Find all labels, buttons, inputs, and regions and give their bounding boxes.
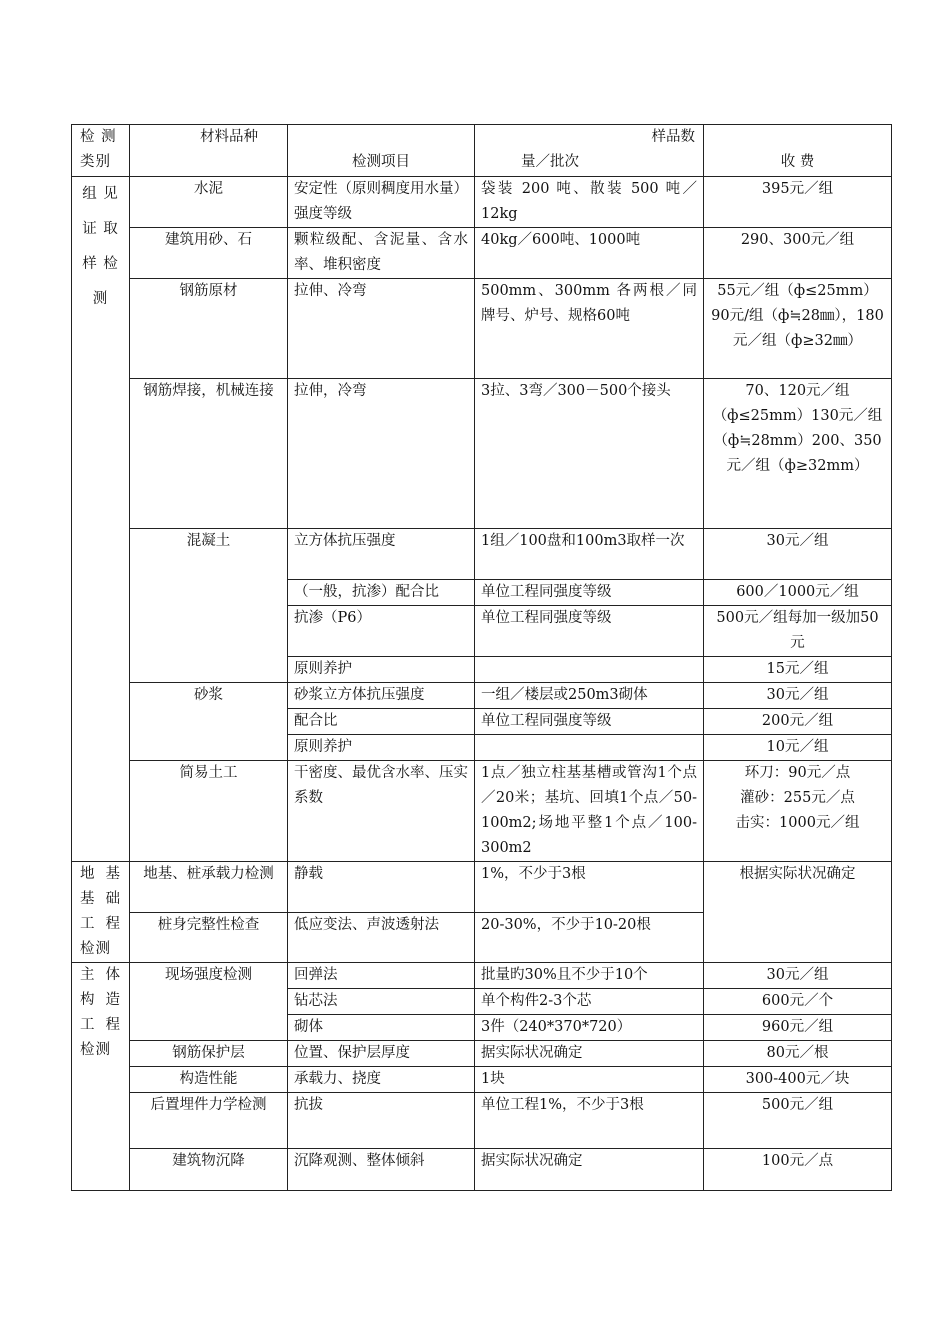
fee-cell: 500元／组每加一级加50元 xyxy=(704,606,892,657)
sample-cell: 单个构件2-3个芯 xyxy=(475,989,704,1015)
item-cell: 安定性（原则稠度用水量）强度等级 xyxy=(288,177,475,228)
table-row xyxy=(72,228,892,279)
table-row xyxy=(72,1041,892,1067)
fee-cell: 30元／组 xyxy=(704,529,892,580)
sample-cell: 据实际状况确定 xyxy=(475,1041,704,1067)
table-row xyxy=(72,279,892,379)
item-cell: 原则养护 xyxy=(288,735,475,761)
fee-cell: 500元／组 xyxy=(704,1093,892,1149)
sample-cell: 据实际状况确定 xyxy=(475,1149,704,1191)
material-cell: 混凝土 xyxy=(130,529,288,683)
header-item: 检测项目 xyxy=(288,125,475,177)
table-row xyxy=(72,1067,892,1093)
item-cell: 颗粒级配、含泥量、含水率、堆积密度 xyxy=(288,228,475,279)
table-row xyxy=(72,761,892,862)
material-cell: 简易土工 xyxy=(130,761,288,862)
table-row xyxy=(72,529,892,580)
sample-cell: 单位工程同强度等级 xyxy=(475,709,704,735)
item-cell: 原则养护 xyxy=(288,657,475,683)
item-cell: 干密度、最优含水率、压实系数 xyxy=(288,761,475,862)
material-cell: 钢筋原材 xyxy=(130,279,288,379)
sample-cell: 1%，不少于3根 xyxy=(475,862,704,913)
section-category: 主 体 构 造 工 程 检测 xyxy=(72,963,130,1191)
material-cell: 地基、桩承载力检测 xyxy=(130,862,288,913)
fee-cell: 600／1000元／组 xyxy=(704,580,892,606)
material-cell: 砂浆 xyxy=(130,683,288,761)
section-category: 组 见证 取样 检测 xyxy=(72,177,130,862)
item-cell: 砂浆立方体抗压强度 xyxy=(288,683,475,709)
sample-cell: 40kg／600吨、1000吨 xyxy=(475,228,704,279)
material-cell: 钢筋焊接，机械连接 xyxy=(130,379,288,529)
header-sample: 样品数 量／批次 xyxy=(475,125,704,177)
fee-cell: 395元／组 xyxy=(704,177,892,228)
item-cell: 承载力、挠度 xyxy=(288,1067,475,1093)
sample-cell: 一组／楼层或250m3砌体 xyxy=(475,683,704,709)
fee-cell: 15元／组 xyxy=(704,657,892,683)
fee-table xyxy=(71,124,892,1191)
table-row xyxy=(72,177,892,228)
sample-cell: 单位工程同强度等级 xyxy=(475,580,704,606)
sample-cell: 500mm、300mm 各两根／同牌号、炉号、规格60吨 xyxy=(475,279,704,379)
sample-cell: 20-30%，不少于10-20根 xyxy=(475,912,704,963)
header-category: 检 测 类别 xyxy=(72,125,130,177)
sample-cell: 单位工程1%，不少于3根 xyxy=(475,1093,704,1149)
table-row xyxy=(72,683,892,709)
material-cell: 桩身完整性检查 xyxy=(130,912,288,963)
fee-cell: 600元／个 xyxy=(704,989,892,1015)
fee-cell: 300-400元／块 xyxy=(704,1067,892,1093)
material-cell: 构造性能 xyxy=(130,1067,288,1093)
fee-cell: 30元／组 xyxy=(704,963,892,989)
table-row xyxy=(72,963,892,989)
material-cell: 钢筋保护层 xyxy=(130,1041,288,1067)
sample-cell: 单位工程同强度等级 xyxy=(475,606,704,657)
sample-cell: 批量旳30%且不少于10个 xyxy=(475,963,704,989)
item-cell: 抗渗（P6） xyxy=(288,606,475,657)
item-cell: 抗拔 xyxy=(288,1093,475,1149)
fee-cell: 30元／组 xyxy=(704,683,892,709)
fee-cell: 80元／根 xyxy=(704,1041,892,1067)
material-cell: 建筑用砂、石 xyxy=(130,228,288,279)
material-cell: 现场强度检测 xyxy=(130,963,288,1041)
header-material: 材料品种 xyxy=(130,125,288,177)
item-cell: 拉伸、冷弯 xyxy=(288,279,475,379)
item-cell: 配合比 xyxy=(288,709,475,735)
table-row xyxy=(72,379,892,529)
fee-cell: 290、300元／组 xyxy=(704,228,892,279)
sample-cell xyxy=(475,735,704,761)
item-cell: 立方体抗压强度 xyxy=(288,529,475,580)
item-cell: 拉伸，冷弯 xyxy=(288,379,475,529)
item-cell: 沉降观测、整体倾斜 xyxy=(288,1149,475,1191)
item-cell: 位置、保护层厚度 xyxy=(288,1041,475,1067)
sample-cell: 1点／独立柱基基槽或管沟1个点／20米；基坑、回填1个点／50-100m2;场地平整1个点／100-300m2 xyxy=(475,761,704,862)
item-cell: （一般，抗渗）配合比 xyxy=(288,580,475,606)
header-fee: 收 费 xyxy=(704,125,892,177)
sample-cell: 1块 xyxy=(475,1067,704,1093)
fee-cell: 70、120元／组（ф≤25mm）130元／组（ф≒28mm）200、350元／组（ф≥32mm） xyxy=(704,379,892,529)
table-row xyxy=(72,1093,892,1149)
fee-cell: 960元／组 xyxy=(704,1015,892,1041)
sample-cell: 3件（240*370*720） xyxy=(475,1015,704,1041)
item-cell: 回弹法 xyxy=(288,963,475,989)
item-cell: 低应变法、声波透射法 xyxy=(288,912,475,963)
table-row xyxy=(72,1149,892,1191)
item-cell: 静载 xyxy=(288,862,475,913)
sample-cell: 袋装 200 吨、散装 500 吨／12kg xyxy=(475,177,704,228)
material-cell: 水泥 xyxy=(130,177,288,228)
sample-cell: 3拉、3弯／300－500个接头 xyxy=(475,379,704,529)
fee-cell: 根据实际状况确定 xyxy=(704,862,892,963)
fee-cell: 10元／组 xyxy=(704,735,892,761)
table-header-row xyxy=(72,125,892,177)
fee-cell: 55元／组（ф≤25mm）90元/组（ф≒28㎜），180元／组（ф≥32㎜） xyxy=(704,279,892,379)
sample-cell xyxy=(475,657,704,683)
material-cell: 建筑物沉降 xyxy=(130,1149,288,1191)
table-row xyxy=(72,862,892,913)
fee-cell: 200元／组 xyxy=(704,709,892,735)
item-cell: 钻芯法 xyxy=(288,989,475,1015)
sample-cell: 1组／100盘和100m3取样一次 xyxy=(475,529,704,580)
fee-cell: 100元／点 xyxy=(704,1149,892,1191)
section-category: 地 基 基 础 工 程 检测 xyxy=(72,862,130,963)
fee-cell: 环刀：90元／点 灌砂：255元／点 击实：1000元／组 xyxy=(704,761,892,862)
material-cell: 后置埋件力学检测 xyxy=(130,1093,288,1149)
item-cell: 砌体 xyxy=(288,1015,475,1041)
